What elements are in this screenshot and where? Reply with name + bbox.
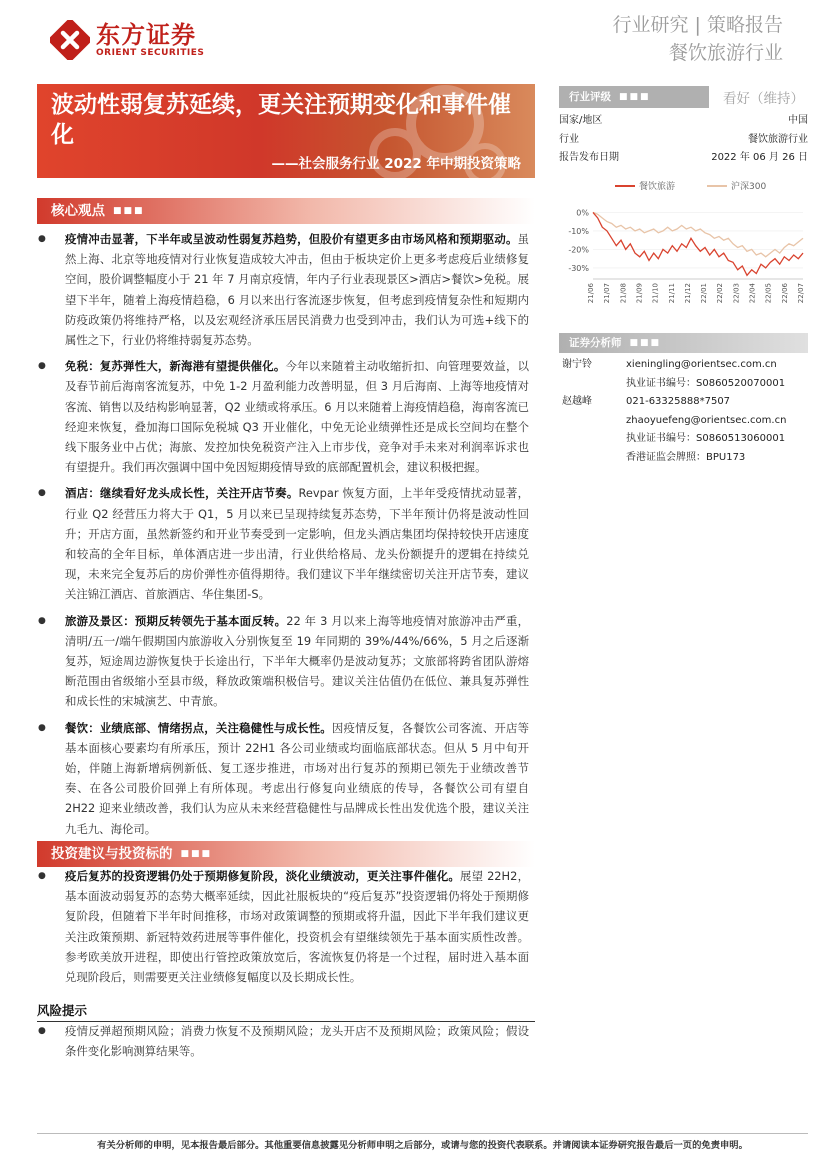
core-view-list xyxy=(37,229,529,845)
analyst-info: 执业证书编号：S0860520070001 xyxy=(626,377,786,389)
bullet-lead: 疫后复苏的投资逻辑仍处于预期修复阶段，淡化业绩波动，更关注事件催化。 xyxy=(65,869,460,883)
analyst-row xyxy=(562,412,808,431)
section-core-view-title: 核心观点 xyxy=(51,203,105,219)
title-banner xyxy=(37,84,535,178)
analyst-info: 香港证监会牌照：BPU173 xyxy=(626,451,746,463)
rating-dots-icon: ■■■ xyxy=(619,92,651,102)
analyst-name xyxy=(562,412,626,431)
series-line-csi300 xyxy=(593,212,803,256)
bullet-body: 因疫情反复，各餐饮公司客流、开店等基本面核心要素均有所承压，预计 22H1 各公司业绩或均面临底部状态。但从 5 月中旬开始，伴随上海新增病例新低、复工逐步推进，市场对出行复苏的预期已领先于业绩改善节奏、在各公司股价回弹上有所体现。考虑出行修复向业绩底的传导，各餐饮公司有望自 2H22 迎来业绩改善，我们认为应从未来经营稳健性与品牌成长性出发优选个股，建议关注九毛九、海伦司。 xyxy=(65,720,529,836)
analyst-section-label: 证券分析师 xyxy=(569,337,622,349)
meta-value: 中国 xyxy=(788,115,808,126)
section-core-view xyxy=(37,198,535,224)
core-bullet-catering xyxy=(37,718,529,839)
meta-row-region xyxy=(559,112,808,131)
series-line-catering-tourism xyxy=(593,212,803,275)
y-tick-label: -10% xyxy=(568,226,589,236)
analyst-info: 021-63325888*7507 xyxy=(626,396,731,408)
y-tick-label: 0% xyxy=(576,208,589,218)
x-tick-label: 22/05 xyxy=(764,283,773,304)
x-tick-label: 22/01 xyxy=(700,283,709,304)
industry-name: 餐饮旅游行业 xyxy=(668,42,783,64)
analyst-info[interactable]: zhaoyuefeng@orientsec.com.cn xyxy=(626,414,787,426)
report-header xyxy=(613,12,783,68)
section-investment xyxy=(37,841,535,867)
bullet-lead: 免税：复苏弹性大，新海港有望提供催化。 xyxy=(65,359,286,374)
rating-value: 看好（维持） xyxy=(723,91,804,107)
y-tick-label: -20% xyxy=(568,245,589,255)
bullet-body: 今年以来随着主动收缩折扣、向管理要效益，以及春节前后海南客流复苏，中免 1-2 月盈利能力改善明显，但 3 月后海南、上海等地疫情对客流、销售以及结构影响显著，Q2 业绩或将承压。6 月以来随着上海疫情趋稳，海南客流已经迎来恢复，叠加海口国际免税城 Q3 开业催化，中免无论业绩弹性还是成长空间均在整个线下服务业中占优；海旅、发控加快免税资产注入上市步伐，竞争对手未来对利润率诉求也有望提升。我们再次强调中国中免因短期疫情导致的底部配置机会，建议积极把握。 xyxy=(65,359,529,475)
analyst-name: 谢宁铃 xyxy=(562,359,592,370)
meta-key: 行业 xyxy=(559,133,579,145)
bullet-lead: 疫情冲击显著，下半年或呈波动性弱复苏趋势，但股价有望更多由市场风格和预期驱动。 xyxy=(65,232,518,246)
analyst-row xyxy=(562,449,808,468)
report-type: 行业研究 | 策略报告 xyxy=(612,14,783,36)
analyst-row xyxy=(562,375,808,394)
investment-list xyxy=(37,866,529,993)
meta-key: 报告发布日期 xyxy=(559,152,619,163)
rating-label xyxy=(559,86,709,108)
x-tick-label: 21/10 xyxy=(651,283,660,304)
footer-divider xyxy=(37,1133,808,1134)
analyst-row xyxy=(562,393,808,412)
analyst-info[interactable]: xieningling@orientsec.com.cn xyxy=(626,359,777,370)
section-dots-icon: ■■■ xyxy=(180,849,213,859)
risk-list xyxy=(37,1021,529,1067)
section-dots-icon: ■■■ xyxy=(113,206,145,216)
x-tick-label: 21/12 xyxy=(683,283,692,304)
bullet-body: 22 年 3 月以来上海等地疫情对旅游冲击严重，清明/五一/端午假期国内旅游收入分别恢复至 19 年同期的 39%/44%/66%，5 月之后逐渐复苏，短途周边游恢复快于长途出行，下半年大概率仍是波动复苏；文旅部将跨省团队游熔断范围由省级缩小至县市级，释放政策端积极信号。建议关注估值仍在低位、兼具复苏弹性和成长性的宋城演艺、中青旅。 xyxy=(65,613,529,709)
bullet-body: Revpar 恢复方面，上半年受疫情扰动显著，行业 Q2 经营压力将大于 Q1，5 月以来已呈现持续复苏态势，下半年预计仍将是波动性回升；开店方面，虽然新签约和开业节奏受到一定影响，但龙头酒店集团均保持较快开店速度和较高的全年目标，单体酒店进一步出清，行业供给格局、龙头份额提升的逻辑在持续兑现，未来完全复苏后的房价弹性亦值得期待。我们建议下半年继续密切关注开店节奏，建议关注锦江酒店、首旅酒店、华住集团-S。 xyxy=(65,486,529,602)
analyst-dots-icon: ■■■ xyxy=(629,338,662,348)
x-tick-label: 21/11 xyxy=(667,283,676,304)
analyst-section-bar xyxy=(559,333,808,353)
bullet-body: 疫情反弹超预期风险；消费力恢复不及预期风险；龙头开店不及预期风险；政策风险；假设条件变化影响测算结果等。 xyxy=(65,1024,529,1059)
x-tick-label: 21/09 xyxy=(635,283,644,304)
core-bullet-tourism xyxy=(37,611,529,712)
analyst-name xyxy=(562,375,626,394)
investment-bullet xyxy=(37,866,529,987)
x-tick-label: 21/06 xyxy=(587,283,595,304)
meta-row-industry xyxy=(559,131,808,150)
x-tick-label: 21/07 xyxy=(603,283,612,304)
x-tick-label: 21/08 xyxy=(619,283,628,304)
report-subtitle: ——社会服务行业 2022 年中期投资策略 xyxy=(271,156,521,172)
core-bullet-epidemic xyxy=(37,229,529,350)
x-tick-label: 22/06 xyxy=(780,283,789,304)
brand-name-en: ORIENT SECURITIES xyxy=(96,48,205,58)
analyst-info: 执业证书编号：S0860513060001 xyxy=(626,433,786,445)
analyst-name xyxy=(562,430,626,449)
core-bullet-hotel xyxy=(37,483,529,604)
y-tick-label: -30% xyxy=(568,263,589,273)
legend-label: 餐饮旅游 xyxy=(639,182,676,192)
analyst-name xyxy=(562,449,626,468)
analyst-name: 赵越峰 xyxy=(562,396,592,408)
logo-mark-icon xyxy=(50,20,90,60)
rating-bar xyxy=(559,86,808,108)
bullet-body: 展望 22H2，基本面波动弱复苏的态势大概率延续，因此社服板块的“疫后复苏”投资逻辑仍将处于预期修复阶段，但随着下半年时间推移，市场对政策调整的预期或将升温，因此下半年我们建议更关注政策预期、新冠特效药进展等事件催化，投资机会有望继续领先于基本面实质性改善。参考欧美放开进程，即使出行管控政策放宽后，客流恢复仍将是一个过程，届时进入基本面兑现阶段后，则需要更关注业绩修复幅度以及长期成长性。 xyxy=(65,869,529,985)
report-meta xyxy=(559,112,808,168)
rating-label-text: 行业评级 xyxy=(569,91,611,103)
x-tick-label: 22/07 xyxy=(797,283,805,304)
section-risk-title: 风险提示 xyxy=(37,1001,535,1022)
section-investment-title: 投资建议与投资标的 xyxy=(51,846,173,862)
company-logo xyxy=(50,20,204,60)
legend-label: 沪深300 xyxy=(731,182,767,192)
brand-name-cn: 东方证券 xyxy=(96,21,196,49)
report-title: 波动性弱复苏延续，更关注预期变化和事件催化 xyxy=(51,92,511,148)
bullet-lead: 旅游及景区：预期反转领先于基本面反转。 xyxy=(65,613,287,628)
meta-key: 国家/地区 xyxy=(559,115,603,126)
bullet-body: 虽然上海、北京等地疫情对行业恢复造成较大冲击，但由于板块定价上更多考虑疫后业绩修复空间，股价调整幅度小于 21 年 7 月南京疫情，年内子行业表现景区>酒店>餐饮>免税。展望下半年，随着上海疫情趋稳，6 月以来出行客流逐步恢复，但考虑到疫情复杂性和短期内防疫政策仍将维持严格，以及宏观经济承压居民消费力也受到冲击，我们认为可选+线下的属性之下，行业仍将维持弱复苏态势。 xyxy=(65,232,529,348)
x-tick-label: 22/04 xyxy=(748,283,757,304)
risk-bullet xyxy=(37,1021,529,1061)
analyst-row xyxy=(562,356,808,375)
bullet-lead: 餐饮：业绩底部、情绪拐点，关注稳健性与成长性。 xyxy=(65,720,332,735)
meta-row-date xyxy=(559,149,808,168)
footer-disclaimer: 有关分析师的申明，见本报告最后部分。其他重要信息披露见分析师申明之后部分，或请与您的投资代表联系。并请阅读本证券研究报告最后一页的免责申明。 xyxy=(97,1140,748,1151)
bullet-lead: 酒店：继续看好龙头成长性，关注开店节奏。 xyxy=(65,486,299,501)
x-tick-label: 22/03 xyxy=(732,283,741,304)
analyst-row xyxy=(562,430,808,449)
core-bullet-duty-free xyxy=(37,356,529,477)
analyst-list xyxy=(562,356,808,468)
performance-chart xyxy=(559,175,808,325)
x-tick-label: 22/02 xyxy=(716,283,725,304)
meta-value: 餐饮旅游行业 xyxy=(748,133,808,145)
meta-value: 2022 年 06 月 26 日 xyxy=(711,152,808,163)
